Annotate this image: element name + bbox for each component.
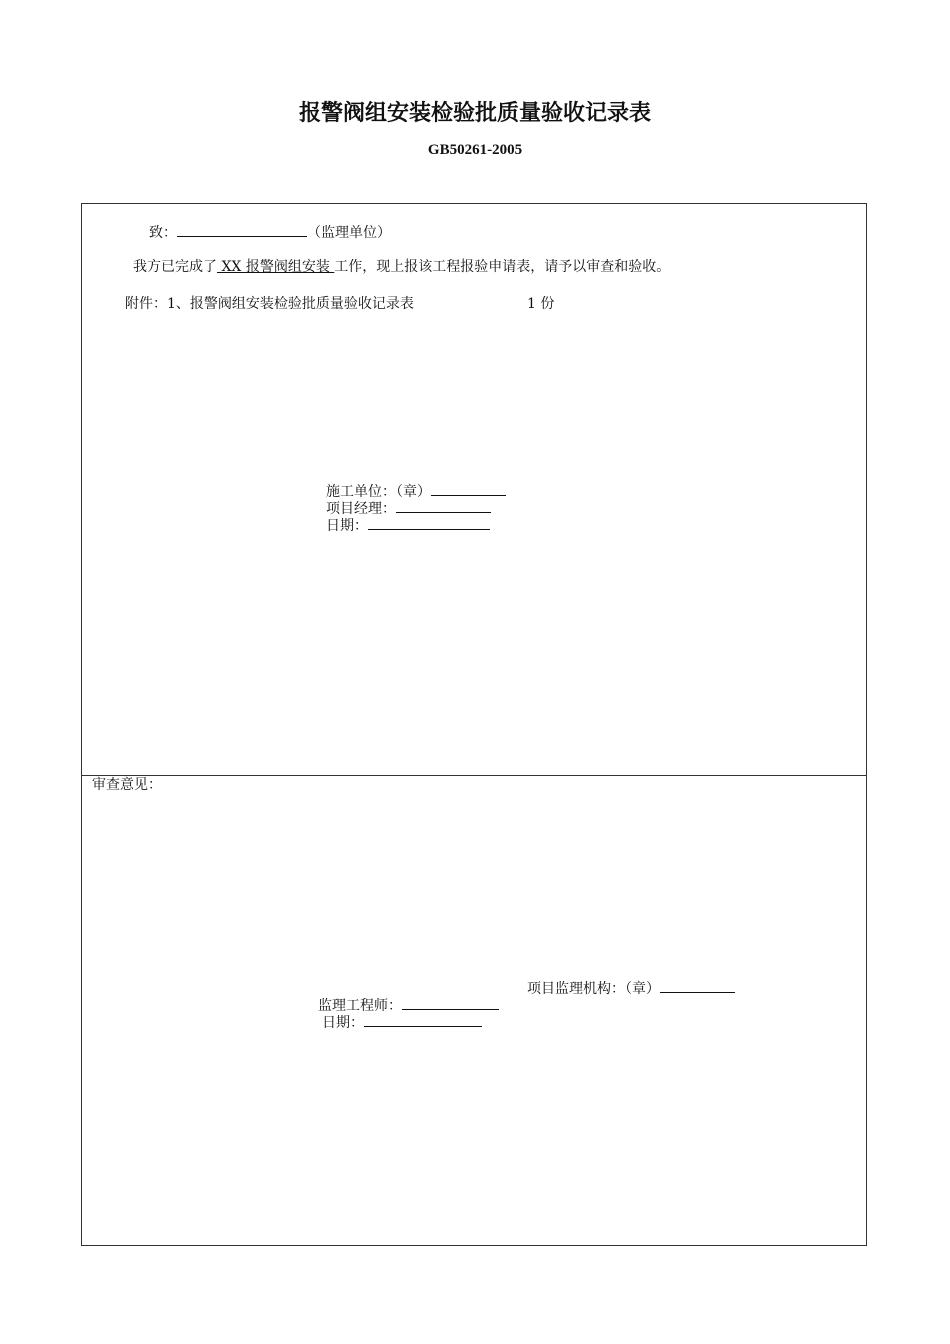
review-date-row [322,1012,482,1031]
contractor-seal-field[interactable] [431,481,506,496]
standard-code: GB50261-2005 [427,142,523,158]
attachment-label: 附件：1、报警阀组安装检验批质量验收记录表 [125,296,414,312]
form-frame [81,203,867,1246]
addressee-row [149,222,391,241]
statement-row [133,259,670,275]
engineer-field[interactable] [402,995,499,1010]
attachment-count: 1 份 [527,296,555,312]
engineer-label: 监理工程师： [318,998,402,1014]
agency-label: 项目监理机构：（章） [527,981,660,997]
section-divider [81,775,867,776]
document-title: 报警阀组安装检验批质量验收记录表 [298,101,651,126]
application-date-row [326,515,490,534]
agency-row [527,978,735,997]
to-suffix: （监理单位） [307,225,391,241]
review-date-field[interactable] [364,1012,482,1027]
review-opinion-label: 审查意见： [92,777,162,793]
statement-prefix: 我方已完成了 [133,259,217,275]
manager-field[interactable] [396,498,491,513]
review-date-label: 日期： [322,1015,364,1031]
statement-work: XX 报警阀组安装 [217,259,335,275]
agency-seal-field[interactable] [660,978,735,993]
statement-suffix: 工作，现上报该工程报验申请表，请予以审查和验收。 [334,259,671,275]
application-date-label: 日期： [326,518,368,534]
supervisor-unit-field[interactable] [177,222,307,237]
manager-label: 项目经理： [326,501,396,517]
application-date-field[interactable] [368,515,490,530]
to-prefix: 致： [149,225,177,241]
contractor-label: 施工单位：（章） [326,484,431,500]
